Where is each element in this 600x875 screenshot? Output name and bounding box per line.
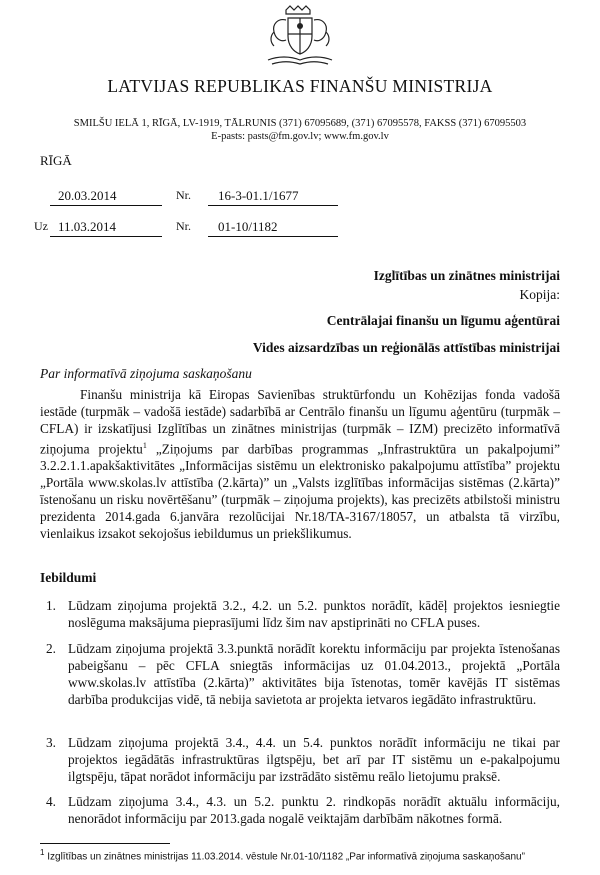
city-label: RĪGĀ xyxy=(40,153,72,168)
uz-label: Uz xyxy=(34,219,48,233)
date-underline xyxy=(50,205,162,206)
ref-number-underline xyxy=(208,236,338,237)
recipient-main: Izglītības un zinātnes ministrijai xyxy=(373,268,560,283)
objections-heading: Iebildumi xyxy=(40,570,97,585)
ref-number: 01-10/1182 xyxy=(218,219,278,234)
ministry-title: LATVIJAS REPUBLIKAS FINANŠU MINISTRIJA xyxy=(107,76,493,96)
subject-line: Par informatīvā ziņojuma saskaņošanu xyxy=(40,366,252,381)
copy-label: Kopija: xyxy=(519,287,560,302)
body-paragraph: Finanšu ministrija kā Eiropas Savienības struktūrfondu un Kohēzijas fonda vadošā iestāde (turpmāk – vadošā iestāde) sadarbībā ar Centrālo finanšu un līgumu aģentūru (turpmāk – CFLA) ir izskatījusi Izglītības un zinātnes ministrijas (turpmāk – IZM) precizēto informatīvā ziņojuma projektu$^1$ „Ziņojums par darbības programmas „Infrastruktūra un pakalpojumi” 3.2.2.1.1.apakšaktivitātes „Informācijas sistēmu un elektronisko pakalpojumu attīstība” projektu „Portāla www.skolas.lv attīstība (2.kārta)” un „Valsts izglītības informācijas sistēmas (2.kārta)” īstenošanu un risku novērtēšanu” (turpmāk – ziņojuma projekts), kas precizēts atbilstoši ministru prezidenta 2014.gada 6.janvāra rezolūcijai Nr.18/TA-3167/18057, un atbalsta tā virzību, vienlaikus izsakot sekojošus iebildumus un priekšlikumus. xyxy=(40,387,560,542)
letter-number: 16-3-01.1/1677 xyxy=(218,188,299,203)
number-underline xyxy=(208,205,338,206)
ref-date-underline xyxy=(50,236,162,237)
ref-date: 11.03.2014 xyxy=(58,219,117,234)
nr-label: Nr. xyxy=(176,188,191,202)
ref-nr-label: Nr. xyxy=(176,219,191,233)
objection-item: 1. Lūdzam ziņojuma projektā 3.2., 4.2. un 5.2. punktos norādīt, kādēļ projektos iesniegtie noslēguma maksājuma pieprasījumi līdz šim nav apstiprināti no CFLA puses. xyxy=(46,598,560,630)
contacts-line: E-pasts: pasts@fm.gov.lv; www.fm.gov.lv xyxy=(211,131,389,142)
objection-item: 3. Lūdzam ziņojuma projektā 3.4., 4.4. un 5.4. punktos norādīt informāciju ne tikai par projektos iegādātās infrastruktūras ilgtspēju, bet arī par IT sistēmu un e-pakalpojumu ilgtspēju, tāpat norādot informāciju par izstrādāto sistēmu reālo lietojumu praksē. xyxy=(46,735,560,784)
objection-item: 2. Lūdzam ziņojuma projektā 3.3.punktā norādīt korektu informāciju par projekta īstenošanas pabeigšanu – pēc CFLA sniegtās informācijas uz 01.04.2013., projektā „Portāla www.skolas.lv attīstība (2.kārta)” aktivitātes bija īstenotas, tomēr kavējās IT sistēmas darbība produkcijas vidē, tā nebija savietota ar projekta ietvaros iegādāto infrastruktūru. xyxy=(46,641,560,707)
objection-item: 4. Lūdzam ziņojuma 3.4., 4.3. un 5.2. punktu 2. rindkopās norādīt aktuālu informāciju, nenorādot informāciju par 2013.gada nogalē veiktajām darbībām nākotnes formā. xyxy=(46,794,560,826)
footnote-rule xyxy=(40,843,170,844)
footnote: $^1$ Izglītības un zinātnes ministrijas 11.03.2014. vēstule Nr.01-10/1182 „Par informatīvā ziņojuma saskaņošanu” xyxy=(40,848,525,863)
coat-of-arms-emblem xyxy=(262,4,338,70)
address-line: SMILŠU IELĀ 1, RĪGĀ, LV-1919, TĀLRUNIS (371) 67095689, (371) 67095578, FAKSS (371) 67095503 xyxy=(73,118,527,129)
letter-date: 20.03.2014 xyxy=(58,188,117,203)
recipient-copy-cfla: Centrālajai finanšu un līgumu aģentūrai xyxy=(326,313,560,328)
recipient-copy-varam: Vides aizsardzības un reģionālās attīstības ministrijai xyxy=(252,340,560,355)
